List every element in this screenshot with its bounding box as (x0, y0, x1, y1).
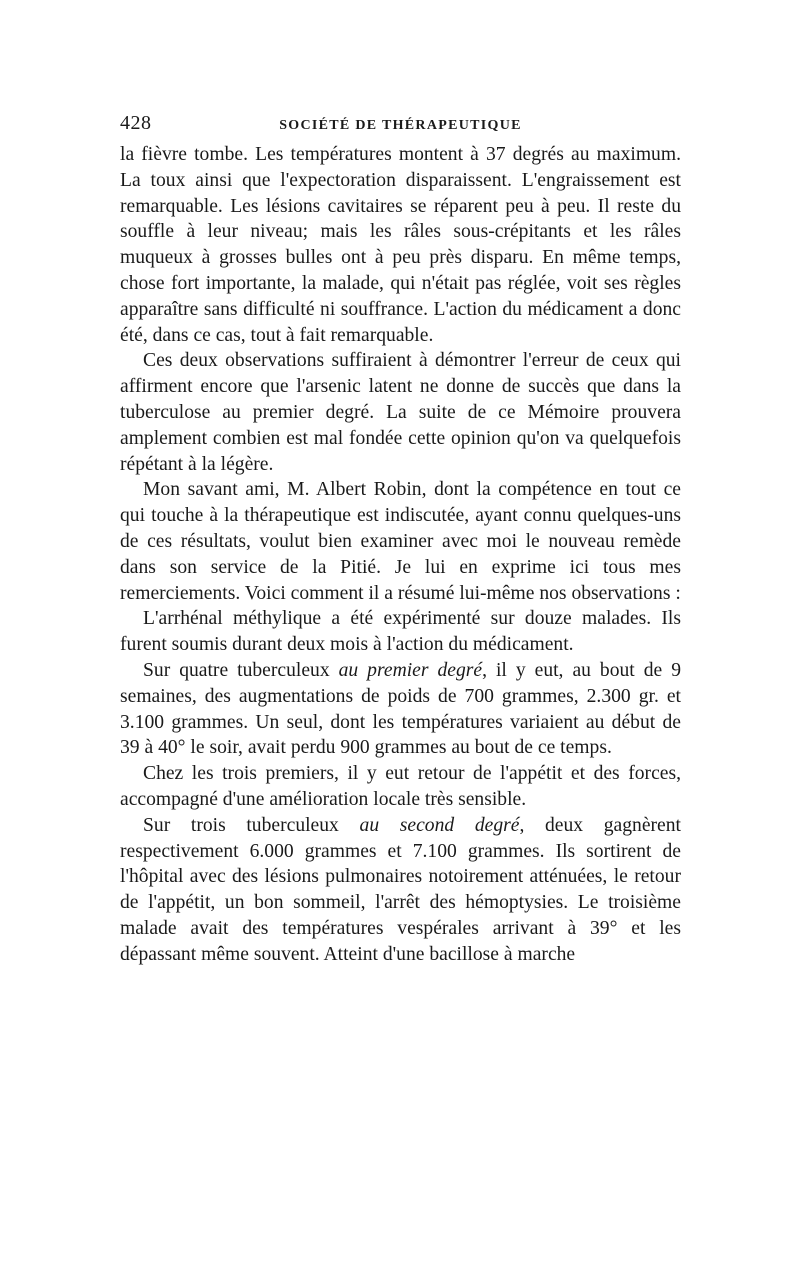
paragraph (120, 606, 681, 658)
paragraph (120, 813, 681, 968)
paragraph (120, 761, 681, 813)
paragraph (120, 477, 681, 606)
book-page (120, 112, 681, 968)
running-head: SOCIÉTÉ DE THÉRAPEUTIQUE (279, 118, 522, 133)
body-text (120, 142, 681, 968)
page-number: 428 (120, 112, 152, 134)
text-run: Chez les trois premiers, il y eut retour de l'appétit et des forces, accompagné d'une amélioration locale très sensible. (120, 763, 681, 810)
italic-text: au premier degré (338, 659, 483, 681)
text-run: Mon savant ami, M. Albert Robin, dont la compétence en tout ce qui touche à la thérapeutique est indiscutée, ayant connu quelques-uns de ces résultats, voulut bien examiner avec moi le nouveau remède dans son service de la Pitié. Je lui en exprime ici tous mes remerciements. Voici comment il a résumé lui-même nos observations : (120, 479, 681, 604)
paragraph (120, 658, 681, 761)
italic-text: au second degré (359, 814, 520, 836)
text-run: , deux gagnèrent respectivement 6.000 grammes et 7.100 grammes. Ils sortirent de l'hôpital avec des lésions pulmonaires notoirement atténuées, le retour de l'appétit, un bon sommeil, l'arrêt des hémoptysies. Le troisième malade avait des températures vespérales arrivant à 39° et les dépassant même souvent. Atteint d'une bacillose à marche (120, 814, 681, 965)
text-run: la fièvre tombe. Les températures montent à 37 degrés au maximum. La toux ainsi que l'expectoration disparaissent. L'engraissement est remarquable. Les lésions cavitaires se réparent peu à peu. Il reste du souffle à leur niveau; mais les râles sous-crépitants et les râles muqueux à grosses bulles ont à peu près disparu. En même temps, chose fort importante, la malade, qui n'était pas réglée, voit ses règles apparaître sans difficulté ni souffrance. L'action du médicament a donc été, dans ce cas, tout à fait remarquable. (120, 144, 681, 346)
text-run: Sur trois tuberculeux (143, 814, 360, 836)
text-run: L'arrhénal méthylique a été expérimenté sur douze malades. Ils furent soumis durant deux mois à l'action du médicament. (120, 608, 681, 656)
text-run: Ces deux observations suffiraient à démontrer l'erreur de ceux qui affirment encore que l'arsenic latent ne donne de succès que dans la tuberculose au premier degré. La suite de ce Mémoire prouvera amplement combien est mal fondée cette opinion qu'on va quelquefois répétant à la légère. (120, 350, 681, 475)
paragraph (120, 348, 681, 477)
page-header (120, 112, 681, 142)
paragraph (120, 142, 681, 348)
text-run: , il y eut, au bout de 9 semaines, des augmentations de poids de 700 grammes, 2.300 gr. et 3.100 grammes. Un seul, dont les températures variaient au début de 39 à 40° le soir, avait perdu 900 grammes au bout de ce temps. (120, 659, 682, 759)
text-run: Sur quatre tuberculeux (143, 659, 339, 681)
